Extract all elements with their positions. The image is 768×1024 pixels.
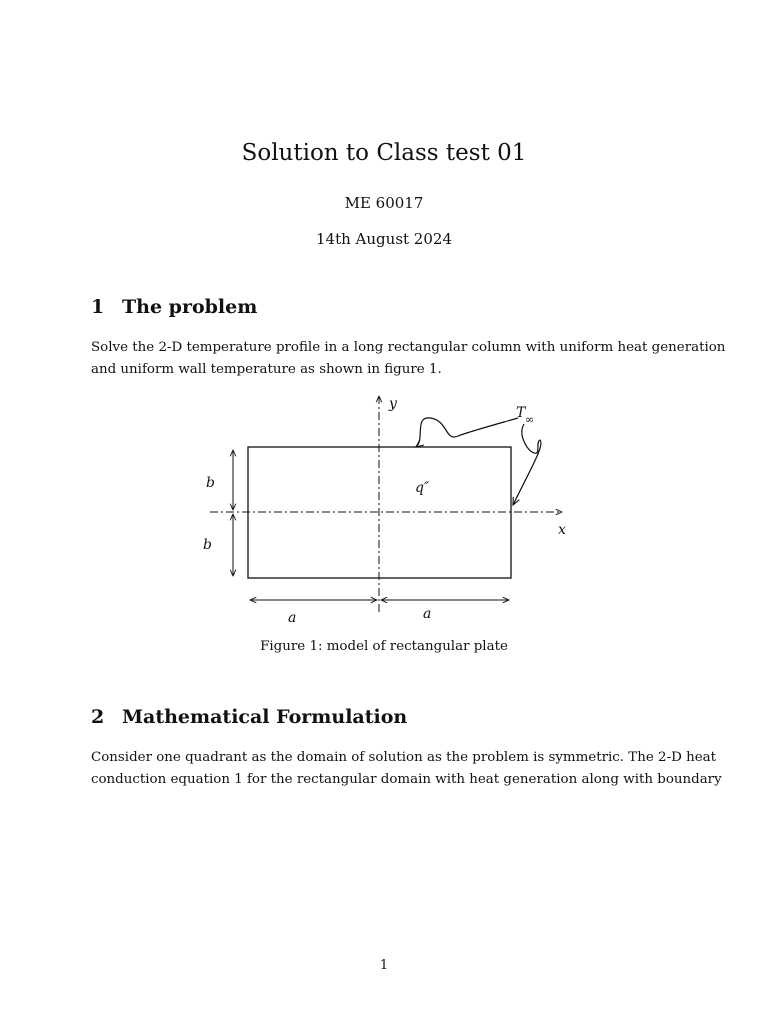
formulation-paragraph (91, 747, 722, 791)
t-infinity-label: T (516, 405, 526, 421)
section-heading-formulation (91, 706, 407, 728)
a-left-label: a (288, 610, 297, 626)
paragraph-line: conduction equation 1 for the rectangular domain with heat generation along with boundary (91, 772, 722, 787)
section-title: Mathematical Formulation (122, 706, 408, 728)
document-date: 14th August 2024 (316, 230, 452, 248)
t-infinity-subscript: ∞ (525, 413, 535, 426)
a-right-label: a (423, 606, 432, 622)
section-title: The problem (122, 296, 258, 318)
page-number: 1 (379, 958, 389, 973)
problem-paragraph (91, 337, 726, 381)
heat-generation-label: q″ (415, 480, 430, 496)
convection-arrow-top (416, 418, 518, 447)
course-code: ME 60017 (344, 194, 424, 212)
plate-diagram (190, 390, 580, 630)
section-number: 2 (91, 706, 105, 728)
rectangular-plate-figure (190, 390, 580, 630)
y-axis-label: y (389, 396, 397, 412)
section-heading-problem (91, 296, 257, 318)
b-lower-label: b (203, 537, 212, 553)
figure-caption: Figure 1: model of rectangular plate (260, 639, 508, 654)
b-upper-label: b (206, 475, 215, 491)
paragraph-line: and uniform wall temperature as shown in figure 1. (91, 362, 442, 377)
paragraph-line: Solve the 2-D temperature profile in a long rectangular column with uniform heat generation (91, 340, 726, 355)
document-title: Solution to Class test 01 (241, 140, 527, 166)
x-axis-label: x (558, 522, 566, 538)
convection-arrow-side (513, 424, 541, 505)
section-number: 1 (91, 296, 105, 318)
paragraph-line: Consider one quadrant as the domain of solution as the problem is symmetric. The 2-D heat (91, 750, 716, 765)
